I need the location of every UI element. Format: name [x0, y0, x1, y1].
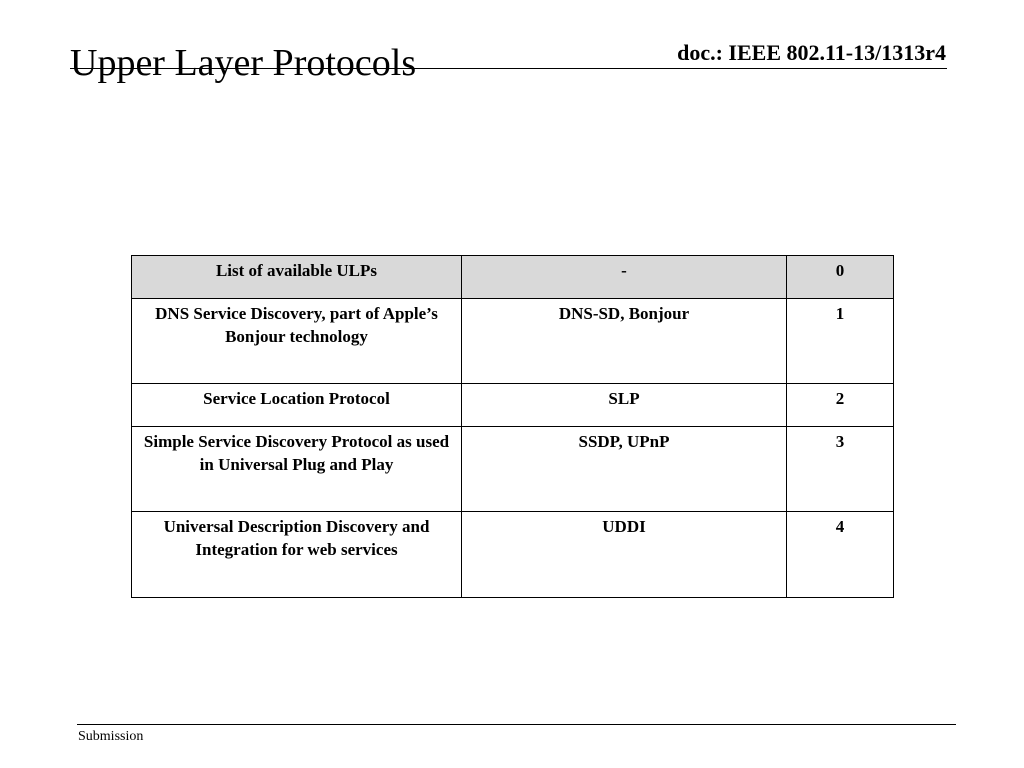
slide-title: Upper Layer Protocols [70, 42, 417, 84]
table-cell-name: List of available ULPs [132, 256, 462, 299]
table-row [132, 512, 894, 598]
table-row [132, 384, 894, 427]
table-cell-value: 4 [787, 512, 894, 598]
table-cell-value: 2 [787, 384, 894, 427]
table-cell-name: Service Location Protocol [132, 384, 462, 427]
table-cell-value: 0 [787, 256, 894, 299]
table-cell-abbrev: DNS-SD, Bonjour [462, 299, 787, 384]
table-cell-value: 1 [787, 299, 894, 384]
table-cell-abbrev: SSDP, UPnP [462, 427, 787, 512]
table-header-row [132, 256, 894, 299]
title-divider [70, 68, 947, 69]
table-cell-name: DNS Service Discovery, part of Apple’s Bonjour technology [132, 299, 462, 384]
table-cell-abbrev: - [462, 256, 787, 299]
ulp-table [131, 255, 894, 598]
table-cell-name: Universal Description Discovery and Integration for web services [132, 512, 462, 598]
document-id: doc.: IEEE 802.11-13/1313r4 [677, 40, 946, 65]
table-row [132, 427, 894, 512]
table-cell-abbrev: SLP [462, 384, 787, 427]
footer-label: Submission [78, 729, 144, 744]
table-cell-abbrev: UDDI [462, 512, 787, 598]
footer-divider [77, 724, 956, 725]
table-cell-value: 3 [787, 427, 894, 512]
table-cell-name: Simple Service Discovery Protocol as used in Universal Plug and Play [132, 427, 462, 512]
table-row [132, 299, 894, 384]
